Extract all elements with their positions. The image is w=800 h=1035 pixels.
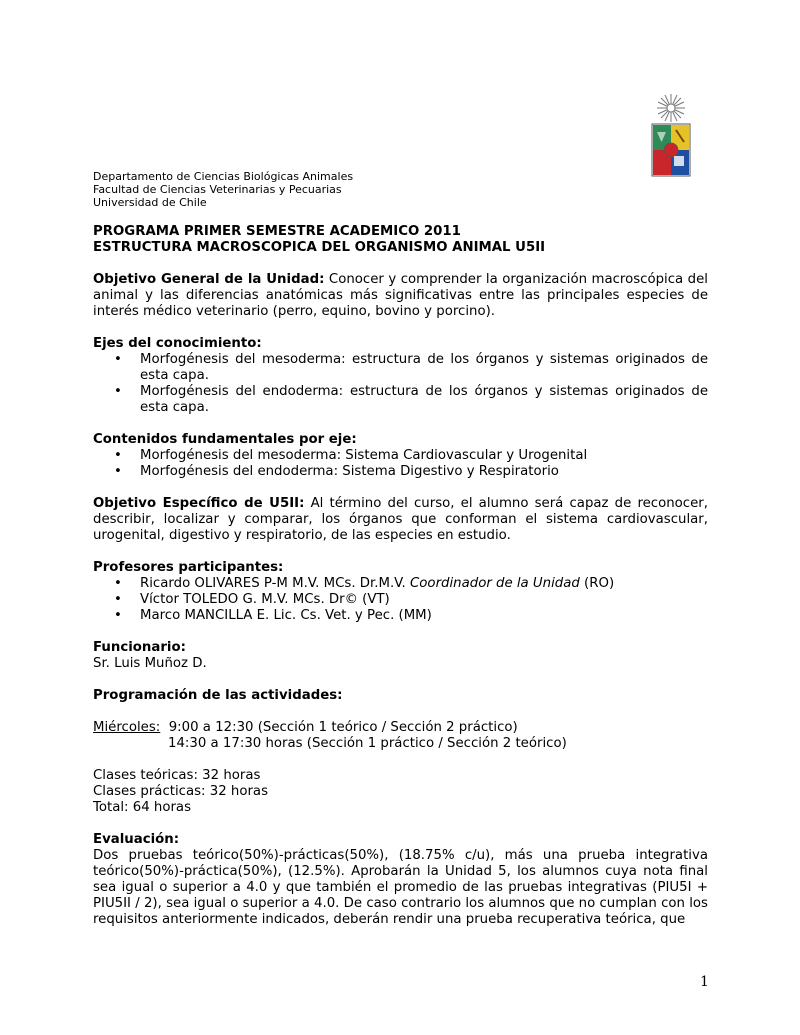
university-name: Universidad de Chile [93,196,207,209]
profesor-1-role: Coordinador de la Unidad [410,576,580,591]
university-crest-icon [648,92,694,180]
objetivo-especifico-label: Objetivo Específico de U5II: [93,496,305,511]
objetivo-especifico [93,496,708,544]
list-item: • Morfogénesis del endoderma: Sistema Digestivo y Respiratorio [93,464,708,480]
page-number: 1 [700,974,709,990]
institution-header [93,170,353,209]
faculty-name: Facultad de Ciencias Veterinarias y Pecuarias [93,183,342,196]
schedule-day: Miércoles: [93,720,161,735]
title-line-1: PROGRAMA PRIMER SEMESTRE ACADEMICO 2011 [93,224,461,239]
profesor-1-initials: (RO) [579,576,615,591]
horas-total: Total: 64 horas [93,800,192,815]
objetivo-general-text: Conocer y comprender la organización macroscópica del animal y las diferencias anatómicas más significativas entre las principales especies de interés médico veterinario (perro, equino, bovino y porcino). [93,272,708,319]
objetivo-general-label: Objetivo General de la Unidad: [93,272,325,287]
ejes-list [93,352,708,416]
list-item: • Marco MANCILLA E. Lic. Cs. Vet. y Pec. (MM) [93,608,708,624]
funcionario-name: Sr. Luis Muñoz D. [93,656,207,671]
document-body [93,224,708,928]
evaluacion-heading: Evaluación: [93,832,180,847]
horas-teoricas: Clases teóricas: 32 horas [93,768,261,783]
contenidos-heading: Contenidos fundamentales por eje: [93,432,357,447]
schedule-row-1 [93,720,708,736]
profesores-list [93,576,708,624]
title-line-2: ESTRUCTURA MACROSCOPICA DEL ORGANISMO ANIMAL U5II [93,240,546,255]
objetivo-general [93,272,708,320]
funcionario-heading: Funcionario: [93,640,186,655]
schedule-slot-2: 14:30 a 17:30 horas (Sección 1 práctico / Sección 2 teórico) [168,736,567,751]
department-name: Departamento de Ciencias Biológicas Animales [93,170,354,183]
list-item: • Morfogénesis del mesoderma: Sistema Cardiovascular y Urogenital [93,448,708,464]
contenidos-list [93,448,708,480]
schedule-slot-1: 9:00 a 12:30 (Sección 1 teórico / Sección 2 práctico) [160,720,518,735]
programacion-heading: Programación de las actividades: [93,688,343,703]
list-item: • Víctor TOLEDO G. M.V. MCs. Dr© (VT) [93,592,708,608]
list-item: • Morfogénesis del endoderma: estructura de los órganos y sistemas originados de esta capa. [93,384,708,416]
list-item [93,576,708,592]
profesor-1-name: Ricardo OLIVARES P-M M.V. MCs. Dr.M.V. [140,576,411,591]
evaluacion-text: Dos pruebas teórico(50%)-prácticas(50%), (18.75% c/u), más una prueba integrativa teórico(50%)-práctica(50%), (12.5%). Aprobarán la Unidad 5, los alumnos cuya nota final sea igual o superior a 4.0 y que también el promedio de las pruebas integrativas (PIU5I + PIU5II / 2), sea igual o superior a 4.0. De caso contrario los alumnos que no cumplan con los requisitos anteriormente indicados, deberán rendir una prueba recuperativa teórica, que [93,848,708,927]
ejes-heading: Ejes del conocimiento: [93,336,262,351]
profesores-heading: Profesores participantes: [93,560,284,575]
list-item: • Morfogénesis del mesoderma: estructura de los órganos y sistemas originados de esta capa. [93,352,708,384]
objetivo-especifico-text: Al término del curso, el alumno será capaz de reconocer, describir, localizar y comparar, los órganos que conforman el sistema cardiovascular, urogenital, digestivo y respiratorio, de las especies en estudio. [93,496,708,543]
horas-practicas: Clases prácticas: 32 horas [93,784,269,799]
